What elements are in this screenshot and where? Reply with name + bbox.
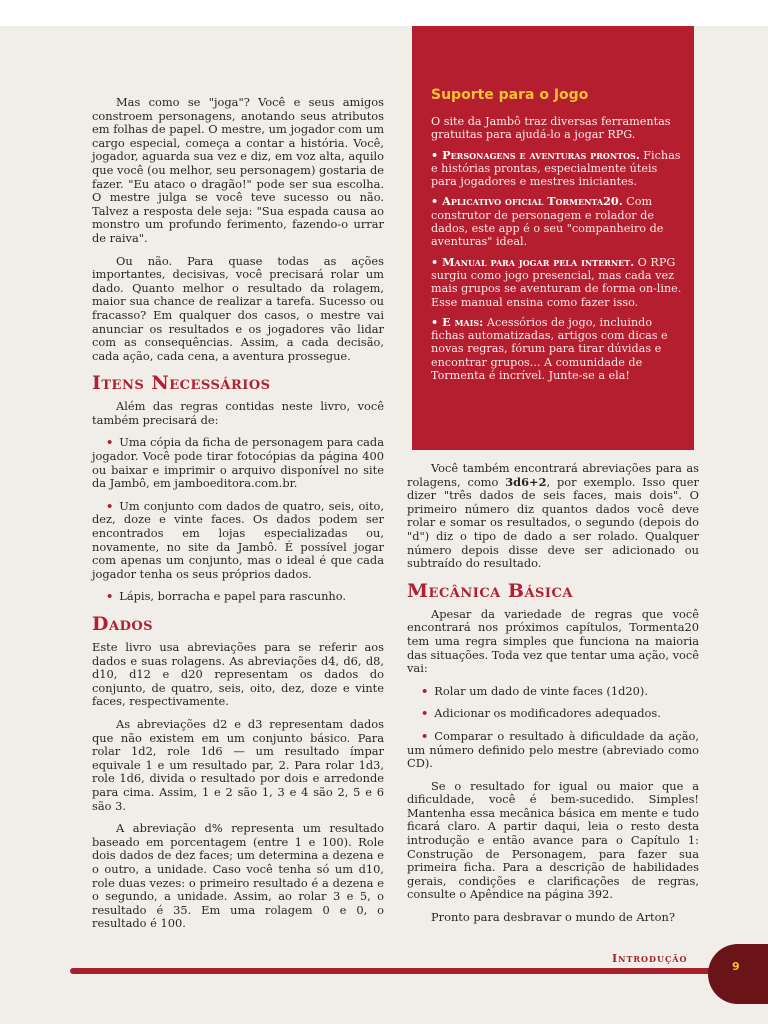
paragraph: A abreviação d% representa um resultado baseado em porcentagem (entre 1 e 100). Role dois dados de dez faces; um determina a dezena e o outro, a unidade. Caso você tenha só um d10, role duas vezes: o primeiro resultado é a dezena e o segundo, a unidade. Assim, ao rolar 3 e 5, o resultado é 35. Em uma rolagem 0 e 0, o resultado é 100.: [92, 821, 384, 931]
page-number-badge: [708, 944, 768, 1004]
paragraph: Este livro usa abreviações para se referir aos dados e suas rolagens. As abreviações d4, d6, d8, d10, d12 e d20 representam os dados do conjunto, de quatro, seis, oito, dez, doze e vinte faces, respectivamente.: [92, 640, 384, 709]
paragraph: Se o resultado for igual ou maior que a dificuldade, você é bem-sucedido. Simples! Mantenha essa mecânica básica em mente e tudo ficará claro. A partir daqui, leia o resto desta introdução e então avance para o Capítulo 1: Construção de Personagem, para fazer sua primeira ficha. Para a descrição de habilidades gerais, condições e clarificações de regras, consulte o Apêndice na página 392.: [407, 778, 699, 902]
list-item: • Rolar um dado de vinte faces (1d20).: [421, 683, 648, 698]
sidebar-intro: O site da Jambô traz diversas ferramentas gratuitas para ajudá-lo a jogar RPG.: [431, 115, 671, 142]
bullet-icon: •: [106, 498, 114, 513]
sidebar-box: [412, 26, 694, 450]
bullet-icon: •: [421, 728, 429, 743]
paragraph: Apesar da variedade de regras que você encontrará nos próximos capítulos, Tormenta20 tem uma regra simples que funciona na maioria das situações. Toda vez que tentar uma ação, você vai:: [407, 606, 699, 676]
page-number: 9: [732, 960, 740, 973]
list-item: • Adicionar os modificadores adequados.: [421, 706, 661, 721]
bullet-icon: •: [431, 194, 439, 209]
page-top-margin: [0, 0, 768, 26]
bullet-icon: •: [106, 435, 114, 450]
paragraph: Mas como se "joga"? Você e seus amigos constroem personagens, anotando seus atributos em folhas de papel. O mestre, um jogador com um cargo especial, começa a contar a história. Você, jogador, aguarda sua vez e diz, em voz alta, aquilo que você (ou melhor, seu personagem) gostaria de fazer. "Eu ataco o dragão!" pode ser sua escolha. O mestre julga se você teve sucesso ou não. Talvez a resposta dele seja: "Sua espada causa ao monstro um profundo ferimento, fazendo-o urrar de raiva".: [92, 95, 384, 245]
bullet-icon: •: [431, 314, 439, 329]
bullet-icon: •: [431, 147, 439, 162]
paragraph: Você também encontrará abreviações para as rolagens, como 3d6+2, por exemplo. Isso quer dizer "três dados de seis faces, mais dois". O primeiro número diz quantos dados você deve rolar e somar os resultados, o segundo (depois do "d") diz o tipo de dado a ser rolado. Qualquer número depois disse deve ser adicionado ou subtraído do resultado.: [407, 461, 699, 571]
list-item: • Lápis, borracha e papel para rascunho.: [106, 589, 347, 604]
heading-mecanica-basica: Mecânica Básica: [407, 579, 573, 602]
heading-itens-necessarios: Itens Necessários: [92, 372, 271, 395]
heading-dados: Dados: [92, 613, 154, 635]
sidebar-item: • E mais: Acessórios de jogo, incluindo fichas automatizadas, artigos com dicas e novas regras, fórum para tirar dúvidas e encontrar grupos... A comunidade de Tormenta é incrível. Junte-se a ela!: [431, 314, 668, 383]
paragraph: Pronto para desbravar o mundo de Arton?: [431, 910, 675, 925]
sidebar-item: • Manual para jogar pela internet. O RPG surgiu como jogo presencial, mas cada vez mais grupos se aventuram de forma on-line. Esse manual ensina como fazer isso.: [431, 254, 682, 309]
sidebar-item: • Personagens e aventuras prontos. Fichas e histórias prontas, especialmente úteis para jogadores e mestres iniciantes.: [431, 147, 681, 189]
list-item: • Uma cópia da ficha de personagem para cada jogador. Você pode tirar fotocópias da página 400 ou baixar e imprimir o arquivo disponível no site da Jambô, em jamboeditora.com.br.: [92, 435, 384, 491]
left-column: [92, 96, 384, 940]
sidebar-body: [431, 115, 685, 389]
paragraph: Ou não. Para quase todas as ações importantes, decisivas, você precisará rolar um dado. Quanto melhor o resultado da rolagem, maior sua chance de realizar a tarefa. Sucesso ou fracasso? Em qualquer dos casos, o mestre vai anunciar os resultados e os jogadores vão lidar com as consequências. Assim, a cada decisão, cada ação, cada cena, a aventura prossegue.: [92, 253, 384, 363]
list-item: • Comparar o resultado à dificuldade da ação, um número definido pelo mestre (abreviado como CD).: [407, 728, 699, 771]
paragraph: Além das regras contidas neste livro, você também precisará de:: [92, 399, 384, 427]
right-column: [407, 462, 699, 934]
bullet-icon: •: [421, 706, 429, 721]
bullet-icon: •: [421, 683, 429, 698]
sidebar-item: • Aplicativo oficial Tormenta20. Com construtor de personagem e rolador de dados, este app é o seu "companheiro de aventuras" ideal.: [431, 194, 664, 249]
paragraph: As abreviações d2 e d3 representam dados que não existem em um conjunto básico. Para rolar 1d2, role 1d6 — um resultado ímpar equivale 1 e um resultado par, 2. Para rolar 1d3, role 1d6, divida o resultado por dois e arredonde para cima. Assim, 1 e 2 são 1, 3 e 4 são 2, 5 e 6 são 3.: [92, 716, 384, 813]
list-item: • Um conjunto com dados de quatro, seis, oito, dez, doze e vinte faces. Os dados podem ser encontrados em lojas especializadas ou, novamente, no site da Jambô. É possível jogar com apenas um conjunto, mas o ideal é que cada jogador tenha os seus próprios dados.: [92, 498, 384, 581]
footer-section-label: Introdução: [612, 952, 688, 965]
footer-divider: [70, 968, 730, 974]
sidebar-title: Suporte para o Jogo: [431, 87, 589, 103]
bullet-icon: •: [431, 254, 439, 269]
bullet-icon: •: [106, 589, 114, 604]
